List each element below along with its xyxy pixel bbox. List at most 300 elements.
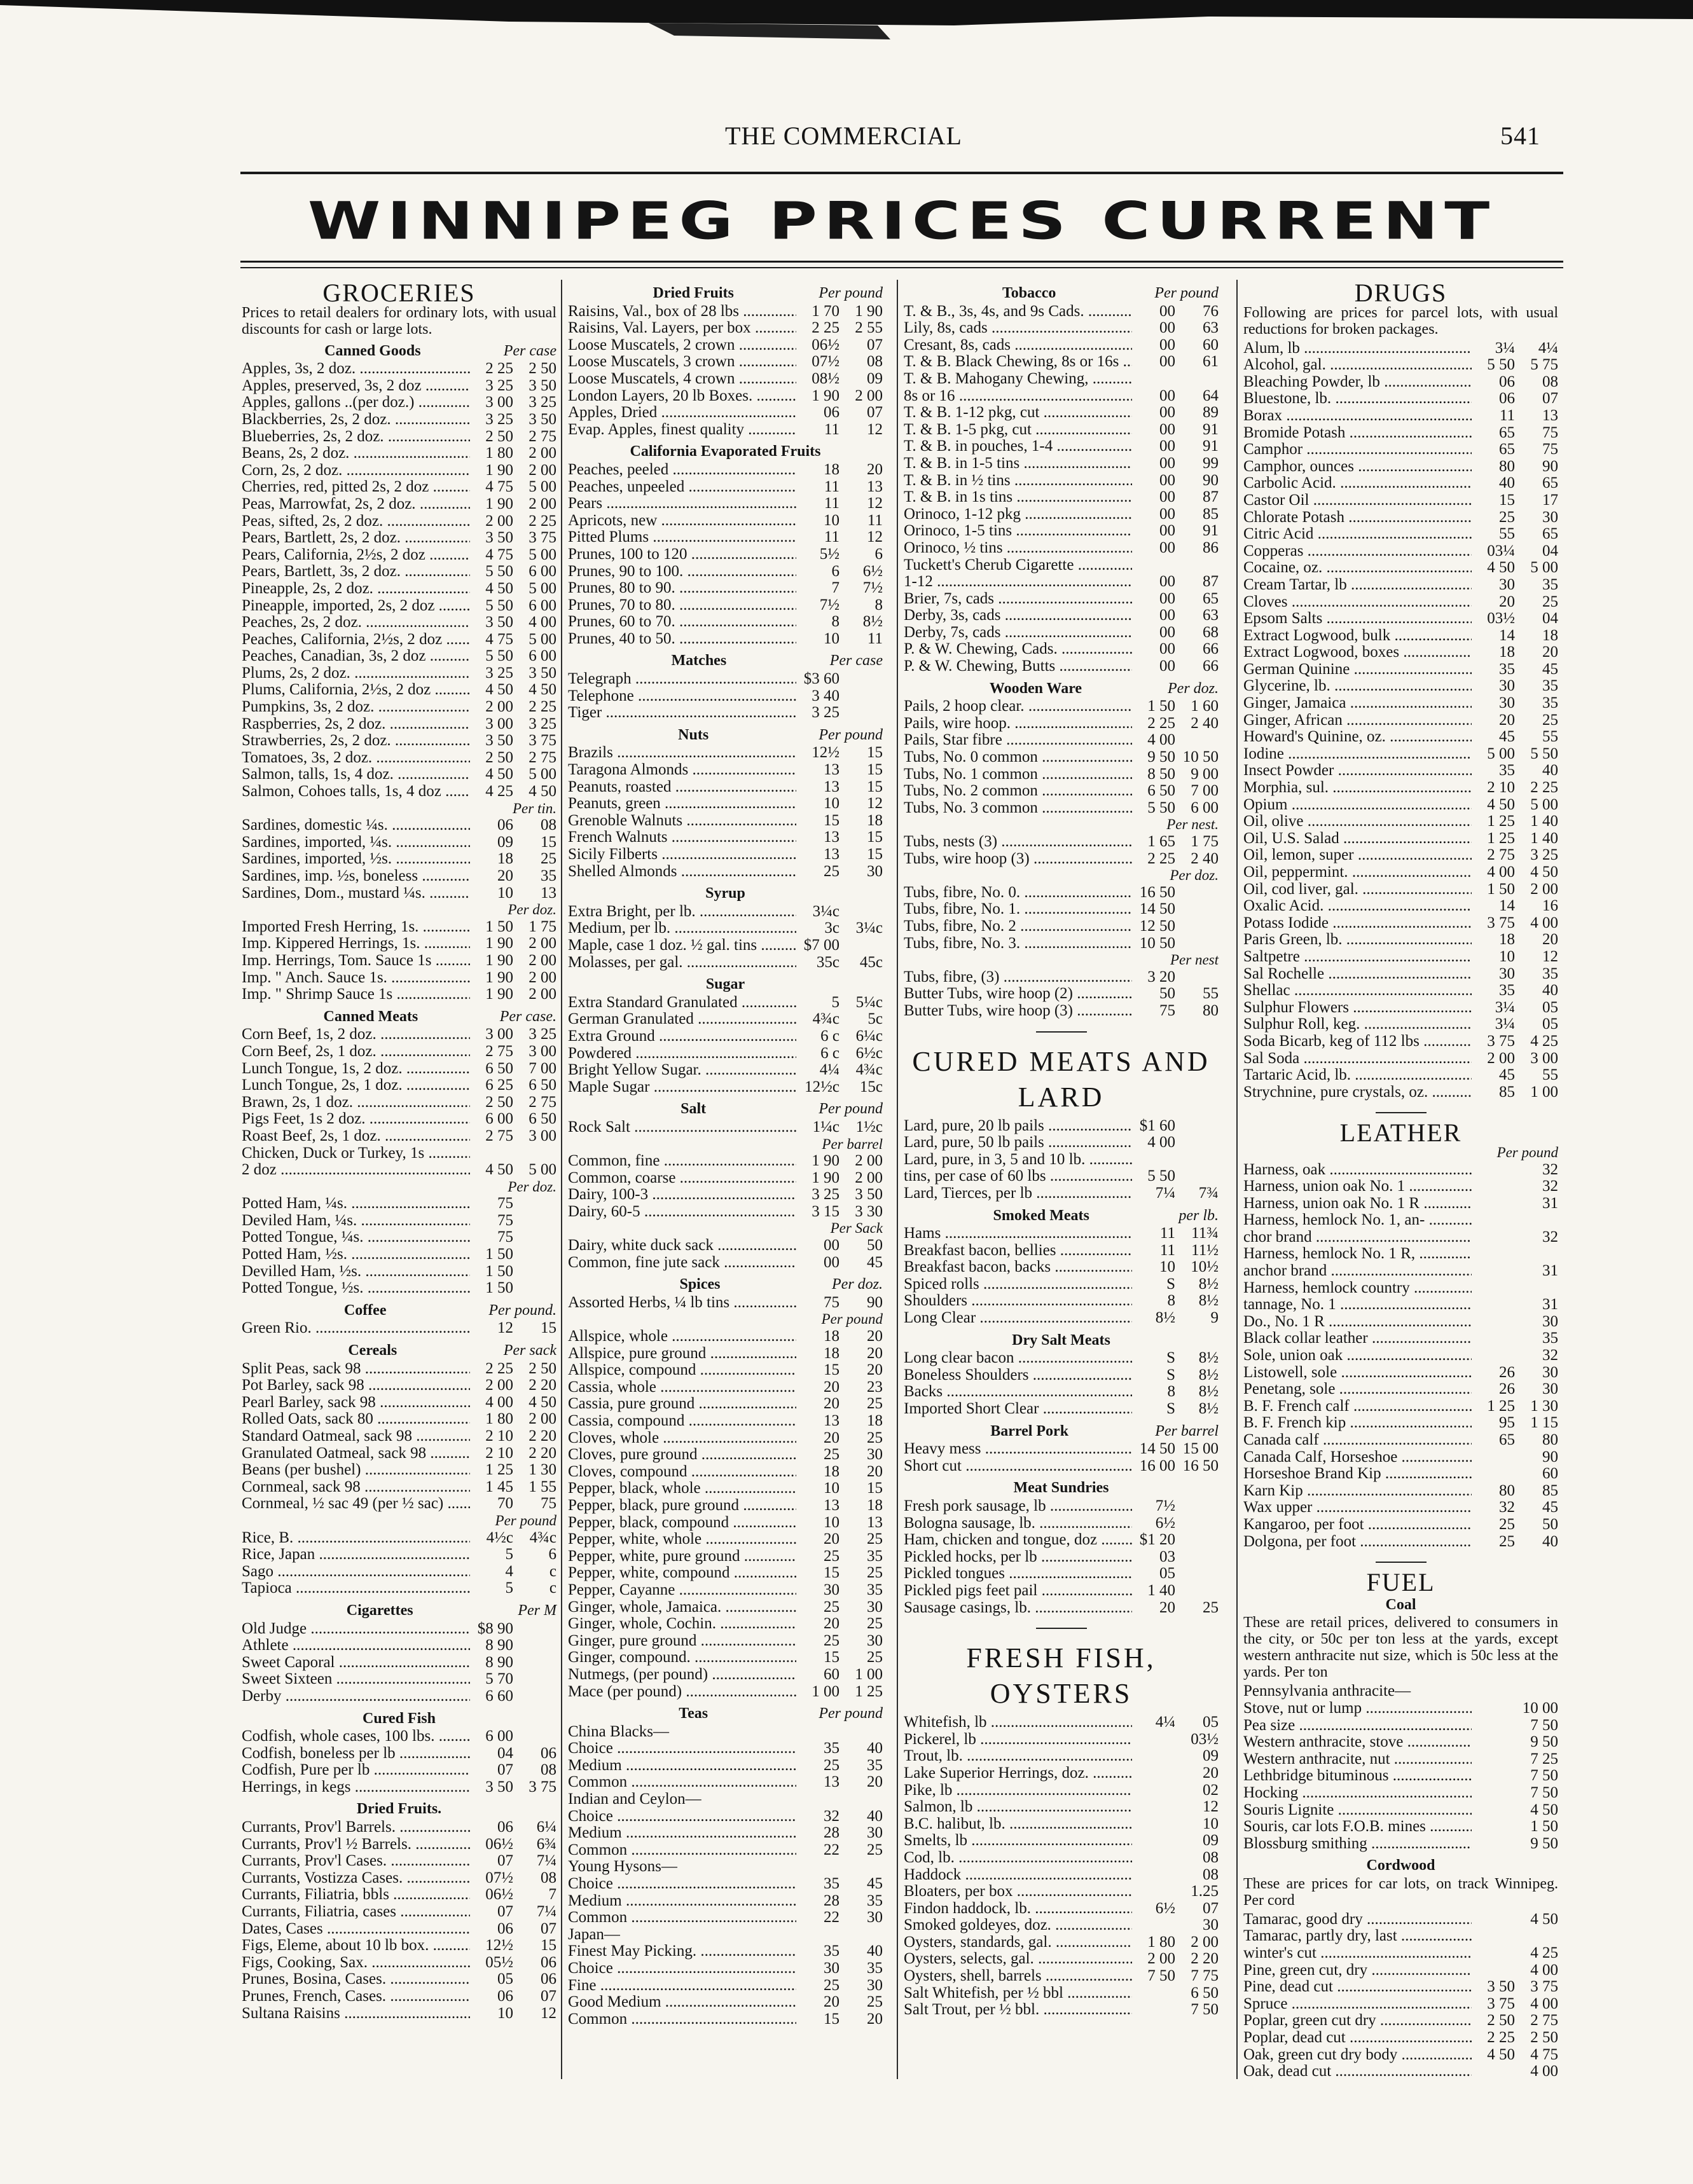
price-low: 07½ (812, 353, 840, 371)
price-high: 2 20 (1191, 1950, 1219, 1968)
price-low: 25 (824, 1756, 840, 1774)
price-high: 3 25 (529, 715, 556, 732)
price-high: 35 (1542, 677, 1558, 695)
item-name: Chlorate Potash ..... (1243, 509, 1472, 526)
price-high: 3 50 (529, 376, 556, 394)
price-high: 2 40 (1191, 714, 1219, 732)
price-low: 06 (497, 1818, 513, 1836)
price-high: 68 (1203, 623, 1219, 641)
item-name: Bloaters, per box ..... (904, 1883, 1132, 1900)
price-row (1243, 729, 1558, 746)
item-name: Castor Oil ..... (1243, 492, 1472, 509)
price-row (242, 1745, 556, 1762)
price-low: 07½ (485, 1869, 513, 1886)
price-high: 08 (867, 353, 883, 371)
item-name: Long Clear ..... (904, 1310, 1132, 1327)
price-low: 12 50 (1139, 917, 1175, 935)
price-high: 30 (1542, 1312, 1558, 1330)
price-low: 5 50 (485, 563, 513, 580)
price-high: 1 40 (1530, 813, 1558, 830)
price-row (242, 1320, 556, 1337)
price-low: 20 (1159, 1598, 1175, 1616)
price-row (1243, 915, 1558, 932)
price-low: 2 00 (485, 512, 513, 530)
price-row (1243, 1751, 1558, 1768)
price-high: 32 (1542, 1228, 1558, 1246)
price-low: 6 50 (1147, 782, 1175, 800)
item-name: Cloves, compound ..... (568, 1464, 796, 1481)
item-name: Powdered ..... (568, 1045, 796, 1062)
item-name: Sulphur Roll, keg. ..... (1243, 1016, 1472, 1033)
price-high: 1 60 (1191, 697, 1219, 715)
item-name: Pigs Feet, 1s 2 doz. ..... (242, 1111, 470, 1128)
item-name: Horseshoe Brand Kip ..... (1243, 1466, 1472, 1483)
price-row (242, 411, 556, 429)
price-row (568, 1582, 883, 1599)
price-low: 3¼ (1495, 339, 1515, 357)
price-low: 14 (1499, 626, 1515, 644)
item-name: Cresant, 8s, cads ..... (904, 337, 1132, 354)
price-row (242, 1361, 556, 1378)
price-row (1243, 1483, 1558, 1500)
price-row (904, 1583, 1219, 1600)
price-high: 45 (1542, 660, 1558, 678)
price-row (242, 1246, 556, 1263)
price-row (568, 1514, 883, 1532)
subsection-header (568, 285, 883, 302)
price-low: 75 (1159, 1001, 1175, 1019)
subsection-name: Cereals (348, 1342, 397, 1359)
price-high: 2 00 (529, 444, 556, 462)
price-row (568, 1599, 883, 1616)
price-high: 4 50 (529, 783, 556, 800)
price-row (1243, 2063, 1558, 2080)
subsection-name: Spices (679, 1276, 721, 1293)
price-high: 4 25 (1530, 1032, 1558, 1050)
price-high: 15 (867, 778, 883, 795)
price-high: 4¼ (1538, 339, 1558, 357)
price-row (1243, 966, 1558, 983)
price-row (1243, 1347, 1558, 1364)
price-high: 13 (867, 1513, 883, 1531)
price-unit: Per nest. (1166, 816, 1219, 833)
price-high: 5c (867, 1010, 883, 1028)
price-row (1243, 1162, 1558, 1179)
price-high: 11 (867, 629, 883, 647)
item-name: Nutmegs, (per pound) ..... (568, 1666, 796, 1684)
price-low: 1 90 (485, 968, 513, 986)
price-low: 25 (1499, 508, 1515, 526)
price-high: 31 (1542, 1262, 1558, 1280)
price-row (1243, 2047, 1558, 2064)
item-name: Pine, green cut, dry ..... (1243, 1962, 1472, 1979)
price-row (1243, 1928, 1558, 1945)
price-row (242, 394, 556, 411)
price-low: 12 (497, 1319, 513, 1337)
price-low: 3¼ (1495, 998, 1515, 1016)
price-low: 11 (1159, 1241, 1175, 1259)
price-high: 8½ (1198, 1366, 1219, 1384)
category-label: China Blacks— (568, 1722, 670, 1740)
price-low: 4¼ (819, 1061, 840, 1079)
item-name: Iodine ..... (1243, 746, 1472, 763)
item-name: Howard's Quinine, oz. ..... (1243, 729, 1472, 746)
price-row (568, 671, 883, 688)
item-name: Fresh pork sausage, lb ..... (904, 1498, 1132, 1515)
price-high: 35 (1542, 694, 1558, 712)
item-name: Tomatoes, 3s, 2 doz. ..... (242, 750, 470, 767)
price-low: 1 25 (1487, 829, 1515, 847)
price-row (904, 624, 1219, 642)
price-high: 60 (1203, 336, 1219, 354)
price-high: 07 (541, 1988, 556, 2005)
price-row (904, 918, 1219, 935)
price-row (1243, 526, 1558, 543)
price-low: 20 (824, 1429, 840, 1446)
price-row (1243, 1050, 1558, 1068)
item-name: Poplar, green cut dry ..... (1243, 2012, 1472, 2029)
price-row (568, 495, 883, 512)
price-low: 3 20 (1147, 968, 1175, 986)
price-low: 32 (824, 1807, 840, 1825)
price-high: 7¼ (536, 1903, 556, 1921)
price-low: 75 (824, 1293, 840, 1311)
price-row (242, 598, 556, 615)
item-name: Currants, Vostizza Cases. ..... (242, 1870, 470, 1887)
price-low: 2 00 (1147, 1950, 1175, 1968)
item-name: Common ..... (568, 2011, 796, 2028)
item-name: T. & B. in ½ tins ..... (904, 472, 1132, 490)
price-row (904, 1532, 1219, 1549)
price-row (904, 540, 1219, 557)
price-high: c (549, 1562, 556, 1580)
item-name: Oysters, selects, gal. ..... (904, 1951, 1132, 1968)
price-high: 30 (1542, 1380, 1558, 1398)
price-row (1243, 898, 1558, 915)
price-unit: Per pound (1154, 285, 1219, 301)
price-unit: Per pound (1496, 1144, 1558, 1160)
price-low: 1 70 (812, 302, 840, 320)
price-row (242, 1921, 556, 1938)
price-high: 3 75 (529, 732, 556, 750)
price-low: $1 60 (1139, 1116, 1175, 1134)
price-high: 6 00 (529, 647, 556, 665)
price-row (1243, 1818, 1558, 1836)
item-name: Lunch Tongue, 1s, 2 doz. ..... (242, 1061, 470, 1078)
price-high: 30 (867, 1824, 883, 1842)
price-row (1243, 982, 1558, 999)
price-high: 1 55 (529, 1478, 556, 1495)
item-name: Pineapple, 2s, 2 doz. ..... (242, 580, 470, 598)
item-name: Dairy, 100-3 ..... (568, 1186, 796, 1204)
item-name: Currants, Filiatria, cases ..... (242, 1904, 470, 1921)
price-high: 20 (867, 1462, 883, 1480)
price-low: 10 (824, 795, 840, 813)
subsection-name: Coffee (343, 1301, 387, 1319)
price-low: 18 (824, 1462, 840, 1480)
item-name: Canada Calf, Horseshoe ..... (1243, 1449, 1472, 1466)
subsection-name: Barrel Pork (990, 1422, 1069, 1439)
price-low: 00 (1159, 437, 1175, 455)
subsection-header (568, 1276, 883, 1293)
price-low: 3 25 (485, 410, 513, 428)
section-title: GROCERIES (322, 278, 476, 307)
price-high: 2 00 (529, 461, 556, 479)
price-row (242, 1428, 556, 1445)
item-name: Maple, case 1 doz. ½ gal. tins ..... (568, 937, 796, 954)
price-row (1243, 543, 1558, 560)
price-row (242, 885, 556, 902)
price-high: 5 75 (1530, 356, 1558, 374)
price-column-1 (242, 280, 556, 2022)
item-name: Orinoco, 1-5 tins ..... (904, 523, 1132, 540)
price-high: 3 00 (529, 1042, 556, 1060)
item-name: Salt Trout, per ½ bbl. ..... (904, 2002, 1132, 2019)
price-high: 6 50 (529, 1076, 556, 1094)
price-high: 90 (1542, 1448, 1558, 1466)
price-high: 2 50 (529, 360, 556, 378)
price-unit: Per pound (819, 285, 883, 301)
item-name: Hocking ..... (1243, 1785, 1472, 1802)
item-name: Apples, Dried ..... (568, 404, 796, 422)
price-high: 1 50 (1530, 1818, 1558, 1836)
price-row (568, 937, 883, 954)
item-name: Oil, U.S. Salad ..... (1243, 830, 1472, 848)
item-name: Epsom Salts ..... (1243, 610, 1472, 628)
price-low: 20 (824, 1378, 840, 1396)
price-high: 09 (1203, 1747, 1219, 1765)
item-name: Tubs, fibre, No. 2 ..... (904, 918, 1132, 935)
price-low: 5 50 (1147, 799, 1175, 816)
price-row (568, 1977, 883, 1995)
price-high: 7 50 (1191, 2001, 1219, 2019)
price-low: 06½ (812, 336, 840, 354)
price-high: 6¼ (536, 1818, 556, 1836)
item-name: Bright Yellow Sugar. ..... (568, 1062, 796, 1079)
price-low: 1 90 (485, 951, 513, 969)
item-name: T. & B. 1-12 pkg, cut ..... (904, 404, 1132, 422)
price-low: 5 00 (1487, 745, 1515, 762)
item-name: Dairy, 60-5 ..... (568, 1204, 796, 1221)
price-high: 15 (867, 846, 883, 863)
price-row (568, 779, 883, 796)
price-low: 40 (1499, 474, 1515, 492)
price-low: 1 00 (812, 1682, 840, 1700)
price-low: 10 (824, 511, 840, 529)
price-high: 25 (867, 1615, 883, 1633)
item-name: Old Judge ..... (242, 1621, 470, 1638)
price-high: 16 50 (1182, 1457, 1219, 1474)
price-low: 13 (824, 828, 840, 846)
price-high: 08 (541, 816, 556, 834)
item-name: Granulated Oatmeal, sack 98 ..... (242, 1445, 470, 1462)
price-row (1243, 695, 1558, 712)
price-low: 65 (1499, 441, 1515, 458)
price-row (904, 371, 1219, 388)
price-row (568, 795, 883, 813)
price-high: 86 (1203, 539, 1219, 556)
price-low: 3 50 (485, 1778, 513, 1796)
price-high: 04 (1542, 542, 1558, 560)
subsection-name: Dried Fruits (653, 285, 734, 301)
price-high: 32 (1542, 1178, 1558, 1195)
price-row (568, 404, 883, 422)
price-row (904, 698, 1219, 715)
item-name: Herrings, in kegs ..... (242, 1779, 470, 1796)
price-high: 2 75 (529, 748, 556, 766)
price-low: 35 (1499, 660, 1515, 678)
subsection-name: Smoked Meats (993, 1207, 1089, 1224)
price-high: 25 (1542, 593, 1558, 610)
price-high: 13 (541, 884, 556, 902)
price-row (242, 361, 556, 378)
price-unit: Per M (518, 1602, 556, 1619)
item-name: Loose Muscatels, 3 crown ..... (568, 354, 796, 371)
price-row (904, 986, 1219, 1003)
subsection-header (904, 1207, 1219, 1225)
price-high: 25 (1542, 711, 1558, 729)
subsection-header (904, 1332, 1219, 1349)
price-row (568, 704, 883, 722)
item-name: Sardines, imported, ¼s. ..... (242, 834, 470, 851)
price-row (1243, 949, 1558, 966)
section-note: Prices to retail dealers for ordinary lots, with usual discounts for cash or large lots. (242, 304, 556, 338)
price-high: 7 00 (529, 1059, 556, 1077)
item-name: Imp. Kippered Herrings, 1s. ..... (242, 935, 470, 952)
item-name: Derby ..... (242, 1688, 470, 1705)
section-separator (1036, 1031, 1087, 1033)
price-high: 2 75 (529, 1093, 556, 1111)
item-name: T. & B. Mahogany Chewing, ..... (904, 371, 1132, 388)
price-row (568, 388, 883, 405)
item-name: Grenoble Walnuts ..... (568, 813, 796, 830)
price-low: 5 50 (1147, 1167, 1175, 1185)
price-low: 3 25 (812, 704, 840, 722)
category-label: Young Hysons— (568, 1858, 677, 1876)
price-row (568, 462, 883, 479)
item-name: Sago ..... (242, 1563, 470, 1581)
price-high: 5 00 (529, 1161, 556, 1179)
section-note: Following are prices for parcel lots, with usual reductions for broken packages. (1243, 304, 1558, 338)
price-row (1243, 1067, 1558, 1084)
price-row (242, 1094, 556, 1111)
price-high: 4 50 (529, 681, 556, 699)
price-row (242, 1394, 556, 1411)
item-name: Extract Logwood, boxes ..... (1243, 644, 1472, 661)
running-head (242, 121, 1540, 159)
price-row (904, 1934, 1219, 1951)
item-name: T. & B. 1-5 pkg, cut ..... (904, 422, 1132, 439)
item-name: Tubs, fibre, (3) ..... (904, 969, 1132, 986)
subsection-header (242, 1710, 556, 1727)
item-name: chor brand ..... (1243, 1229, 1472, 1246)
price-row (904, 1951, 1219, 1968)
price-unit: Per doz. (1168, 680, 1219, 697)
price-row (568, 1548, 883, 1565)
price-high: 65 (1203, 589, 1219, 607)
price-high: 30 (1542, 1363, 1558, 1381)
price-row (242, 1263, 556, 1281)
price-row (1243, 1499, 1558, 1516)
item-name: Choice ..... (568, 1740, 796, 1757)
price-low: 13 (824, 1773, 840, 1791)
price-high: 66 (1203, 657, 1219, 675)
item-name: Tuckett's Cherub Cigarette ..... (904, 557, 1132, 574)
price-row (242, 919, 556, 936)
price-low: 2 10 (1487, 779, 1515, 797)
price-high: 3 75 (529, 1778, 556, 1796)
subsection-name: Matches (671, 652, 727, 670)
price-row (242, 1971, 556, 1988)
price-high: 10 (1203, 1815, 1219, 1832)
price-low: 35 (1499, 762, 1515, 780)
item-name: Tubs, fibre, No. 1. ..... (904, 901, 1132, 918)
price-row (568, 2011, 883, 2028)
price-unit: Per doz. (832, 1276, 883, 1293)
price-low: 00 (1159, 623, 1175, 641)
price-high: 02 (1203, 1781, 1219, 1799)
item-name: Peaches, unpeeled ..... (568, 479, 796, 496)
price-row (242, 445, 556, 462)
price-high: 05 (1542, 1015, 1558, 1033)
item-name: Pears ..... (568, 495, 796, 512)
price-low: 16 50 (1139, 883, 1175, 901)
price-high: 4 25 (1530, 1944, 1558, 1962)
price-row (568, 762, 883, 779)
price-low: 75 (497, 1211, 513, 1229)
price-high: 63 (1203, 319, 1219, 337)
item-name: Spruce ..... (1243, 1996, 1472, 2013)
price-low: 06 (497, 1988, 513, 2005)
item-name: Taragona Almonds ..... (568, 762, 796, 779)
item-name: Copperas ..... (1243, 543, 1472, 560)
price-high: 8½ (1198, 1383, 1219, 1401)
item-name: Currants, Prov'l Barrels. ..... (242, 1819, 470, 1836)
price-low: 1 50 (485, 1279, 513, 1297)
price-low: 05 (1159, 1565, 1175, 1583)
item-name: Cream Tartar, lb ..... (1243, 577, 1472, 594)
price-high: 30 (867, 1976, 883, 1994)
price-row (568, 1396, 883, 1413)
price-row (1243, 830, 1558, 848)
price-low: 15 (1499, 491, 1515, 509)
price-high: 12 (541, 2004, 556, 2022)
item-name: Do., No. 1 R ..... (1243, 1314, 1472, 1331)
subsection-header (568, 1705, 883, 1722)
price-low: 4 75 (485, 630, 513, 648)
price-low: 50 (1159, 985, 1175, 1003)
item-name: 1-12 ..... (904, 573, 1132, 591)
price-low: 1 50 (485, 1262, 513, 1280)
price-low: 07 (497, 1903, 513, 1921)
price-low: 30 (1499, 694, 1515, 712)
price-unit: Per barrel (1155, 1422, 1219, 1439)
price-low: S (1166, 1366, 1175, 1384)
item-name: Oysters, shell, barrels ..... (904, 1968, 1132, 1985)
price-high: 2 20 (529, 1427, 556, 1445)
item-name: Devilled Ham, ½s. ..... (242, 1263, 470, 1281)
price-high: 7½ (862, 579, 883, 597)
price-high: 63 (1203, 607, 1219, 624)
item-name: Sardines, domestic ¼s. ..... (242, 817, 470, 834)
price-low: 03¼ (1487, 542, 1515, 560)
price-row (1243, 1962, 1558, 1979)
price-row (1243, 1415, 1558, 1432)
price-low: 25 (824, 1631, 840, 1649)
item-name: Molasses, per gal. ..... (568, 954, 796, 972)
price-high: 8½ (1198, 1400, 1219, 1418)
subsection-header (904, 285, 1219, 302)
